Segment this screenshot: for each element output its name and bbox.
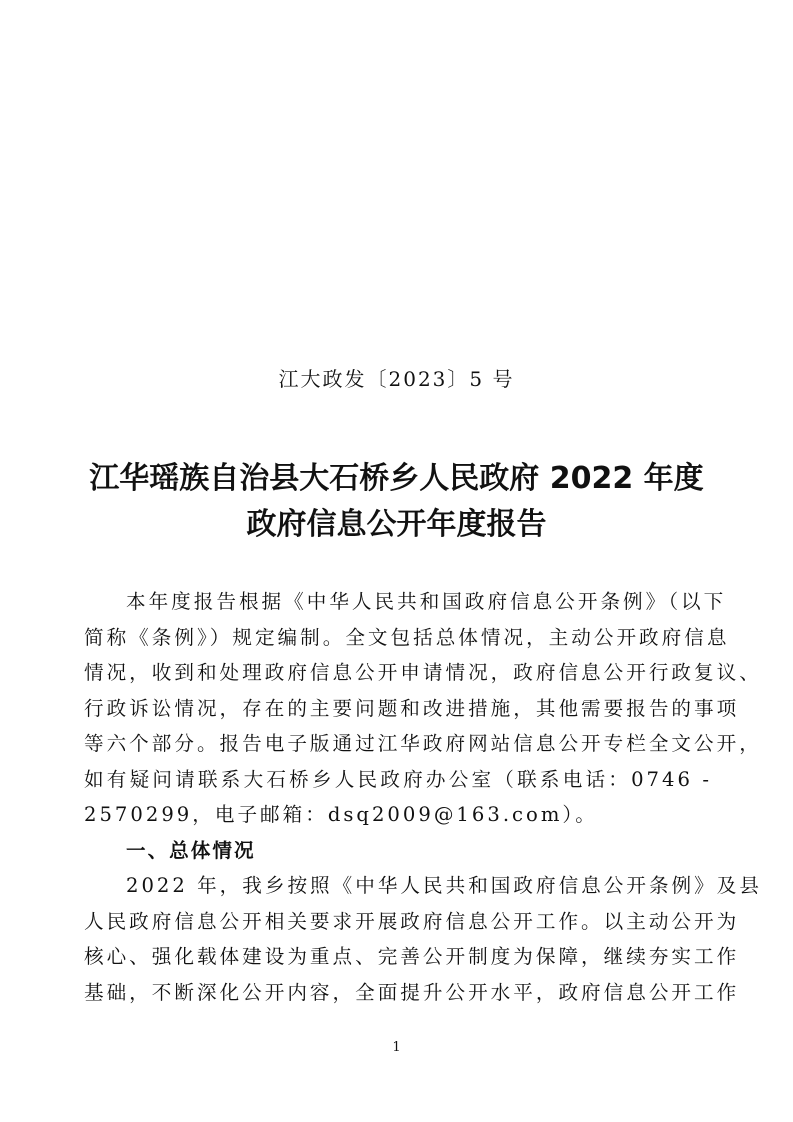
paragraph-2-line: 人民政府信息公开相关要求开展政府信息公开工作。以主动公开为 (84, 909, 740, 933)
page-number: 1 (392, 1040, 401, 1055)
report-body (84, 584, 762, 1010)
title-line-2: 政府信息公开年度报告 (246, 507, 547, 542)
paragraph-1-line: 本年度报告根据《中华人民共和国政府信息公开条例》（以下 (126, 590, 727, 613)
paragraph-1-line: 行政诉讼情况，存在的主要问题和改进措施，其他需要报告的事项 (84, 696, 740, 720)
section-heading: 一、总体情况 (126, 838, 256, 862)
paragraph-2-line: 基础，不断深化公开内容，全面提升公开水平，政府信息公开工作 (84, 980, 740, 1004)
paragraph-1-line: 如有疑问请联系大石桥乡人民政府办公室（联系电话：0746 - (84, 767, 712, 791)
document-title (0, 456, 793, 548)
paragraph-2-line: 2022 年，我乡按照《中华人民共和国政府信息公开条例》及县 (126, 874, 762, 897)
paragraph-1-line: 等六个部分。报告电子版通过江华政府网站信息公开专栏全文公开， (84, 732, 762, 755)
title-line-1: 江华瑶族自治县大石桥乡人民政府 2022 年度 (89, 461, 704, 496)
document-number: 江大政发〔2023〕5 号 (278, 367, 515, 391)
paragraph-1-line: 情况，收到和处理政府信息公开申请情况，政府信息公开行政复议、 (84, 661, 762, 684)
paragraph-1-line: 简称《条例》）规定编制。全文包括总体情况，主动公开政府信息 (84, 625, 730, 649)
paragraph-1-line: 2570299，电子邮箱：dsq2009@163.com）。 (84, 803, 598, 826)
paragraph-2-line: 核心、强化载体建设为重点、完善公开制度为保障，继续夯实工作 (84, 945, 740, 968)
